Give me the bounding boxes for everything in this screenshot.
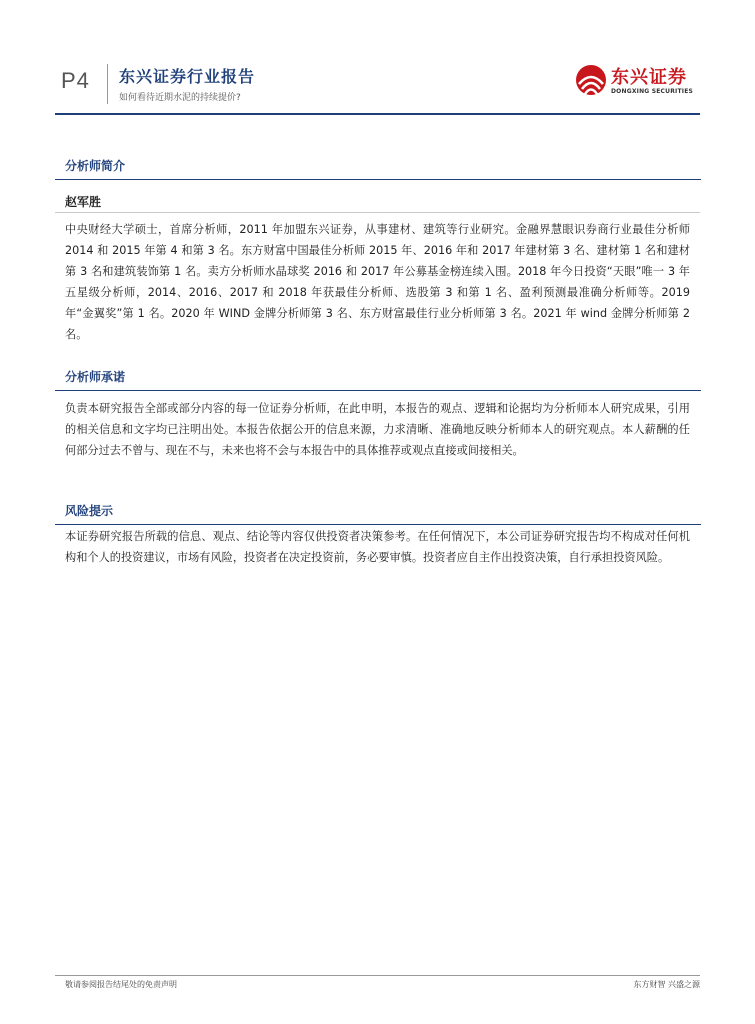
footer-slogan: 东方财智 兴盛之源 [633,980,700,989]
logo-subtext: DONGXING SECURITIES [611,88,694,95]
risk-warning-text: 本证券研究报告所载的信息、观点、结论等内容仅供投资者决策参考。在任何情况下，本公司证券研究报告均不构成对任何机构和个人的投资建议，市场有风险，投资者在决定投资前，务必要审慎。投资者应自主作出投资决策，自行承担投资风险。 [65,530,690,564]
footer-disclaimer-note: 敬请参阅报告结尾处的免责声明 [65,980,177,989]
analyst-bio: 中央财经大学硕士，首席分析师，2011 年加盟东兴证券，从事建材、建筑等行业研究。金融界慧眼识券商行业最佳分析师 2014 和 2015 年第 4 和第 3 名。东方财富中国最佳分析师 2015 年、2016 年和 2017 年建材第 3 名、建材第 1 名和建材第 3 名和建筑装饰第 1 名。卖方分析师水晶球奖 2016 和 2017 年公募基金榜连续入围。2018 年今日投资“天眼”唯一 3 年五星级分析师，2014、2016、2017 和 2018 年获最佳分析师、选股第 3 和第 1 名、盈利预测最准确分析师等。2019 年“金翼奖”第 1 名。2020 年 WIND 金牌分析师第 3 名、东方财富最佳行业分析师第 3 名。2021 年 wind 金牌分析师第 2 名。 [65,223,690,341]
page-header [55,60,700,110]
report-title: 东兴证券行业报告 [119,67,256,86]
company-logo [575,62,700,102]
divider [55,212,700,213]
header-divider [107,64,108,104]
logo-mark-icon [575,64,607,96]
section-title-analyst-commitment: 分析师承诺 [55,368,701,391]
analyst-commitment-text: 负责本研究报告全部或部分内容的每一位证券分析师，在此申明，本报告的观点、逻辑和论据均为分析师本人研究成果，引用的相关信息和文字均已注明出处。本报告依据公开的信息来源，力求清晰、准确地反映分析师本人的研究观点。本人薪酬的任何部分过去不曾与、现在不与，未来也将不会与本报告中的具体推荐或观点直接或间接相关。 [65,402,690,457]
section-title-analyst-intro: 分析师简介 [55,157,701,180]
report-subtitle: 如何看待近期水泥的持续提价? [119,93,241,103]
footer-rule [55,975,700,976]
section-title-risk-warning: 风险提示 [55,502,701,525]
page-number: P4 [61,68,90,93]
logo-text: 东兴证券 [611,67,687,88]
header-rule [55,113,700,115]
analyst-name: 赵军胜 [65,195,102,209]
